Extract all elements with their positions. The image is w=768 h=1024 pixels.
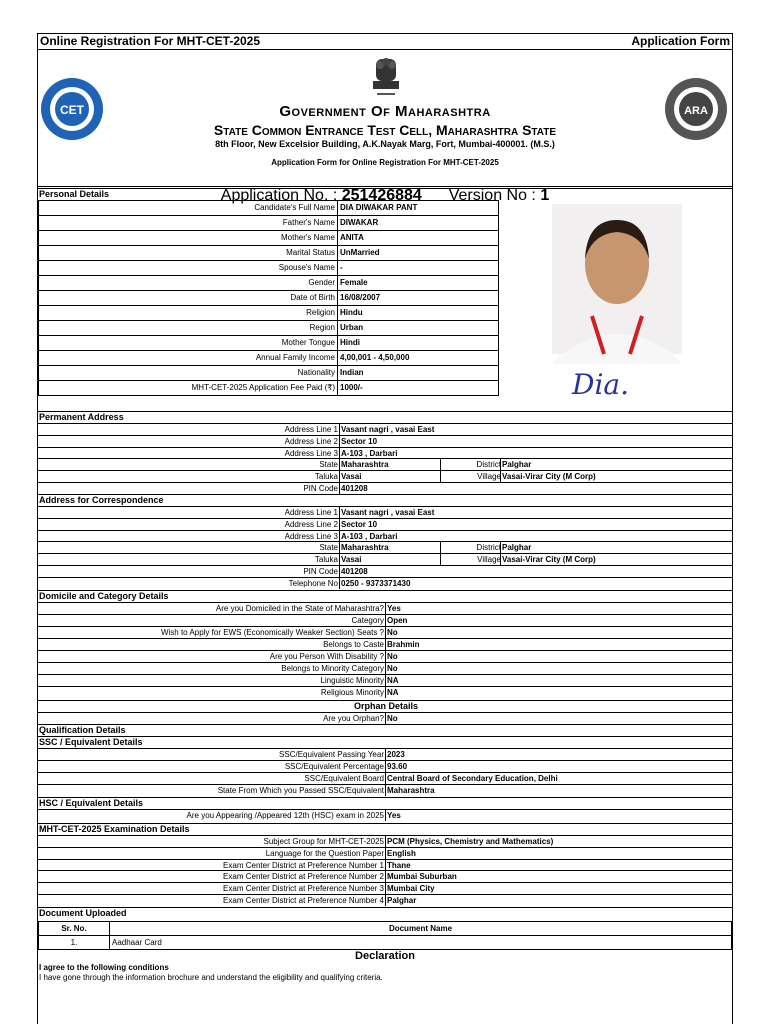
field-label: SSC/Equivalent Board [304,774,384,783]
field-label: Category [351,616,384,625]
field-label: Village [440,554,501,565]
field-value: 1000/- [338,381,499,396]
app-no-label: Application No. : [220,187,342,204]
field-value: Palghar [502,460,532,470]
app-no-value: 251426884 [341,187,422,204]
table-row [39,336,499,351]
list-item [38,859,732,871]
list-item [38,760,732,772]
cet-logo-text: CET [60,103,84,117]
list-item [38,541,732,553]
field-label: Date of Birth [39,291,338,306]
list-item [38,435,732,447]
table-row [39,936,732,950]
list-item [38,784,732,796]
table-row [39,246,499,261]
field-label: Nationality [39,366,338,381]
field-value: PCM (Physics, Chemistry and Mathematics) [387,837,554,846]
field-label: Telephone No [288,578,338,588]
list-item [38,894,732,906]
list-item [38,626,732,638]
list-item [38,506,732,518]
field-value: Maharashtra [341,543,389,553]
personal-details-table [38,200,499,396]
list-item [38,470,732,482]
field-value: 401208 [341,567,368,576]
section-domicile: Domicile and Category Details [38,590,733,602]
field-label: Religious Minority [320,688,384,697]
section-qualification: Qualification Details [38,724,733,736]
field-label: Exam Center District at Preference Number 2 [223,872,384,882]
list-item [38,447,732,459]
field-value: Hindu [338,306,499,321]
field-value: No [387,714,398,723]
field-label: Spouse's Name [39,261,338,276]
field-value: Yes [387,811,401,820]
section-ssc: SSC / Equivalent Details [38,736,733,748]
field-value: English [387,848,416,858]
field-value: Sector 10 [341,436,378,446]
field-value: Indian [338,366,499,381]
list-item [38,577,732,589]
field-label: Address Line 1 [284,508,338,517]
field-label: MHT-CET-2025 Application Fee Paid (₹) [39,381,338,396]
field-value: Maharashtra [341,460,389,470]
application-form [37,33,733,1024]
field-label: Are you Domiciled in the State of Maharashtra? [215,604,384,613]
section-personal: Personal Details [38,188,733,200]
field-value: ANITA [338,231,499,246]
field-label: Exam Center District at Preference Number 3 [223,884,384,894]
cell-title: State Common Entrance Test Cell, Maharashtra State [213,122,557,138]
table-row [39,216,499,231]
field-value: A-103 , Darbari [341,531,398,541]
declaration-text: I have gone through the information brochure and understand the eligibility and qualifying criteria. [39,973,383,982]
table-row [39,276,499,291]
office-address: 8th Floor, New Excelsior Building, A.K.Nayak Marg, Fort, Mumbai-400001. (M.S.) [215,139,555,149]
list-item [38,882,732,894]
field-value: Urban [338,321,499,336]
field-value: Vasant nagri , vasai East [341,508,435,517]
table-row [39,291,499,306]
national-emblem-icon [368,53,404,103]
field-label: Marital Status [39,246,338,261]
field-value: Palghar [502,543,532,553]
field-value: Mumbai Suburban [387,872,457,882]
doc-srno: 1. [39,936,110,950]
field-label: Linguistic Minority [320,676,384,685]
field-label: Exam Center District at Preference Number 1 [223,860,384,870]
list-item [38,847,732,859]
list-item [38,686,732,698]
field-label: SSC/Equivalent Passing Year [279,750,384,759]
list-item [38,662,732,674]
section-documents: Document Uploaded [38,907,733,919]
field-value: 0250 - 9373371430 [341,578,411,588]
list-item [38,614,732,626]
table-row [39,201,499,216]
field-label: PIN Code [303,484,338,493]
field-label: Belongs to Minority Category [281,664,384,673]
top-bar [38,33,732,50]
field-value: Hindi [338,336,499,351]
section-hsc: HSC / Equivalent Details [38,797,733,809]
field-value: Mumbai City [387,884,435,894]
field-value: No [387,628,398,637]
field-value: NA [387,676,399,685]
section-permanent-address: Permanent Address [38,411,733,423]
field-value: Vasai-Virar City (M Corp) [502,472,596,482]
field-value: - [338,261,499,276]
section-orphan: Orphan Details [38,700,733,712]
signature: Dia. [572,368,629,401]
field-value: NA [387,688,399,697]
photo-image [552,204,682,412]
list-item [38,772,732,784]
form-subtitle: Application Form for Online Registration For MHT-CET-2025 [271,158,499,167]
header [38,49,732,202]
field-value: DIWAKAR [338,216,499,231]
field-label: Address Line 3 [284,448,338,458]
field-value: Vasai [341,555,362,565]
field-label: Mother Tongue [39,336,338,351]
field-value: Maharashtra [387,786,435,795]
field-label: SSC/Equivalent Percentage [284,762,384,771]
table-row [39,231,499,246]
table-row [39,306,499,321]
field-value: Vasai-Virar City (M Corp) [502,555,596,565]
field-value: 93.60 [387,762,408,771]
list-item [38,482,732,494]
list-item [38,553,732,565]
field-label: Wish to Apply for EWS (Economically Weaker Section) Seats ? [160,628,384,637]
doc-header-name: Document Name [110,922,732,936]
field-label: Language for the Question Paper [265,848,384,858]
section-exam: MHT-CET-2025 Examination Details [38,823,733,835]
field-value: Open [387,616,408,625]
declaration-title: Declaration [38,949,732,962]
field-value: 2023 [387,750,405,759]
field-label: State [319,543,338,553]
field-label: Exam Center District at Preference Number 4 [223,896,384,905]
field-label: Village [440,471,501,482]
list-item [38,602,732,614]
field-label: Address Line 3 [284,531,338,541]
field-value: Thane [387,860,411,870]
field-value: No [387,652,398,661]
field-value: DIA DIWAKAR PANT [338,201,499,216]
list-item [38,638,732,650]
field-value: Yes [387,604,401,613]
field-label: Address Line 2 [284,436,338,446]
table-row [39,366,499,381]
field-label: State [319,460,338,470]
table-row [39,261,499,276]
field-label: Are you Orphan? [323,714,384,723]
doc-header-srno: Sr. No. [39,922,110,936]
field-value: 16/08/2007 [338,291,499,306]
field-value: A-103 , Darbari [341,448,398,458]
list-item [38,674,732,686]
field-label: PIN Code [303,567,338,576]
section-correspondence: Address for Correspondence [38,494,733,506]
list-item [38,835,732,847]
declaration-agree: I agree to the following conditions [39,963,169,972]
field-label: Gender [39,276,338,291]
list-item [38,530,732,542]
registration-title: Online Registration For MHT-CET-2025 [40,34,261,48]
field-label: Address Line 2 [284,519,338,529]
field-value: 401208 [341,484,368,493]
ara-logo-text: ARA [684,105,708,117]
field-value: No [387,664,398,673]
list-item [38,423,732,435]
table-row [39,381,499,396]
field-label: State From Which you Passed SSC/Equivalent [217,786,384,795]
field-label: Are you Person With Disability ? [269,652,384,661]
field-value: UnMarried [338,246,499,261]
field-label: Annual Family Income [39,351,338,366]
version-value: 1 [540,187,550,204]
table-row [39,321,499,336]
field-value: 4,00,001 - 4,50,000 [338,351,499,366]
field-label: Belongs to Caste [323,640,384,649]
field-label: District [440,459,501,470]
version-label: Version No : [448,187,541,204]
list-item [38,650,732,662]
list-item [38,458,732,470]
list-item [38,809,732,821]
table-row [39,351,499,366]
list-item [38,748,732,760]
list-item [38,870,732,882]
field-label: Are you Appearing /Appeared 12th (HSC) exam in 2025 [186,811,384,820]
field-label: Mother's Name [39,231,338,246]
field-label: Taluka [314,555,338,565]
candidate-photo [552,204,682,412]
documents-table [38,921,732,950]
field-label: Address Line 1 [284,425,338,434]
form-type-label: Application Form [631,34,730,48]
list-item [38,518,732,530]
list-item [38,565,732,577]
government-title: Government Of Maharashtra [279,103,491,120]
doc-name: Aadhaar Card [110,936,732,950]
field-value: Vasant nagri , vasai East [341,425,435,434]
field-value: Brahmin [387,640,420,649]
field-label: Region [39,321,338,336]
field-value: Central Board of Secondary Education, Delhi [387,774,558,783]
field-value: Sector 10 [341,519,378,529]
field-value: Vasai [341,472,362,482]
field-label: Religion [39,306,338,321]
field-label: Father's Name [39,216,338,231]
field-value: Female [338,276,499,291]
list-item [38,712,732,724]
field-label: District [440,542,501,553]
field-value: Palghar [387,896,417,905]
field-label: Taluka [314,472,338,482]
field-label: Subject Group for MHT-CET-2025 [263,837,384,846]
field-label: Candidate's Full Name [39,201,338,216]
